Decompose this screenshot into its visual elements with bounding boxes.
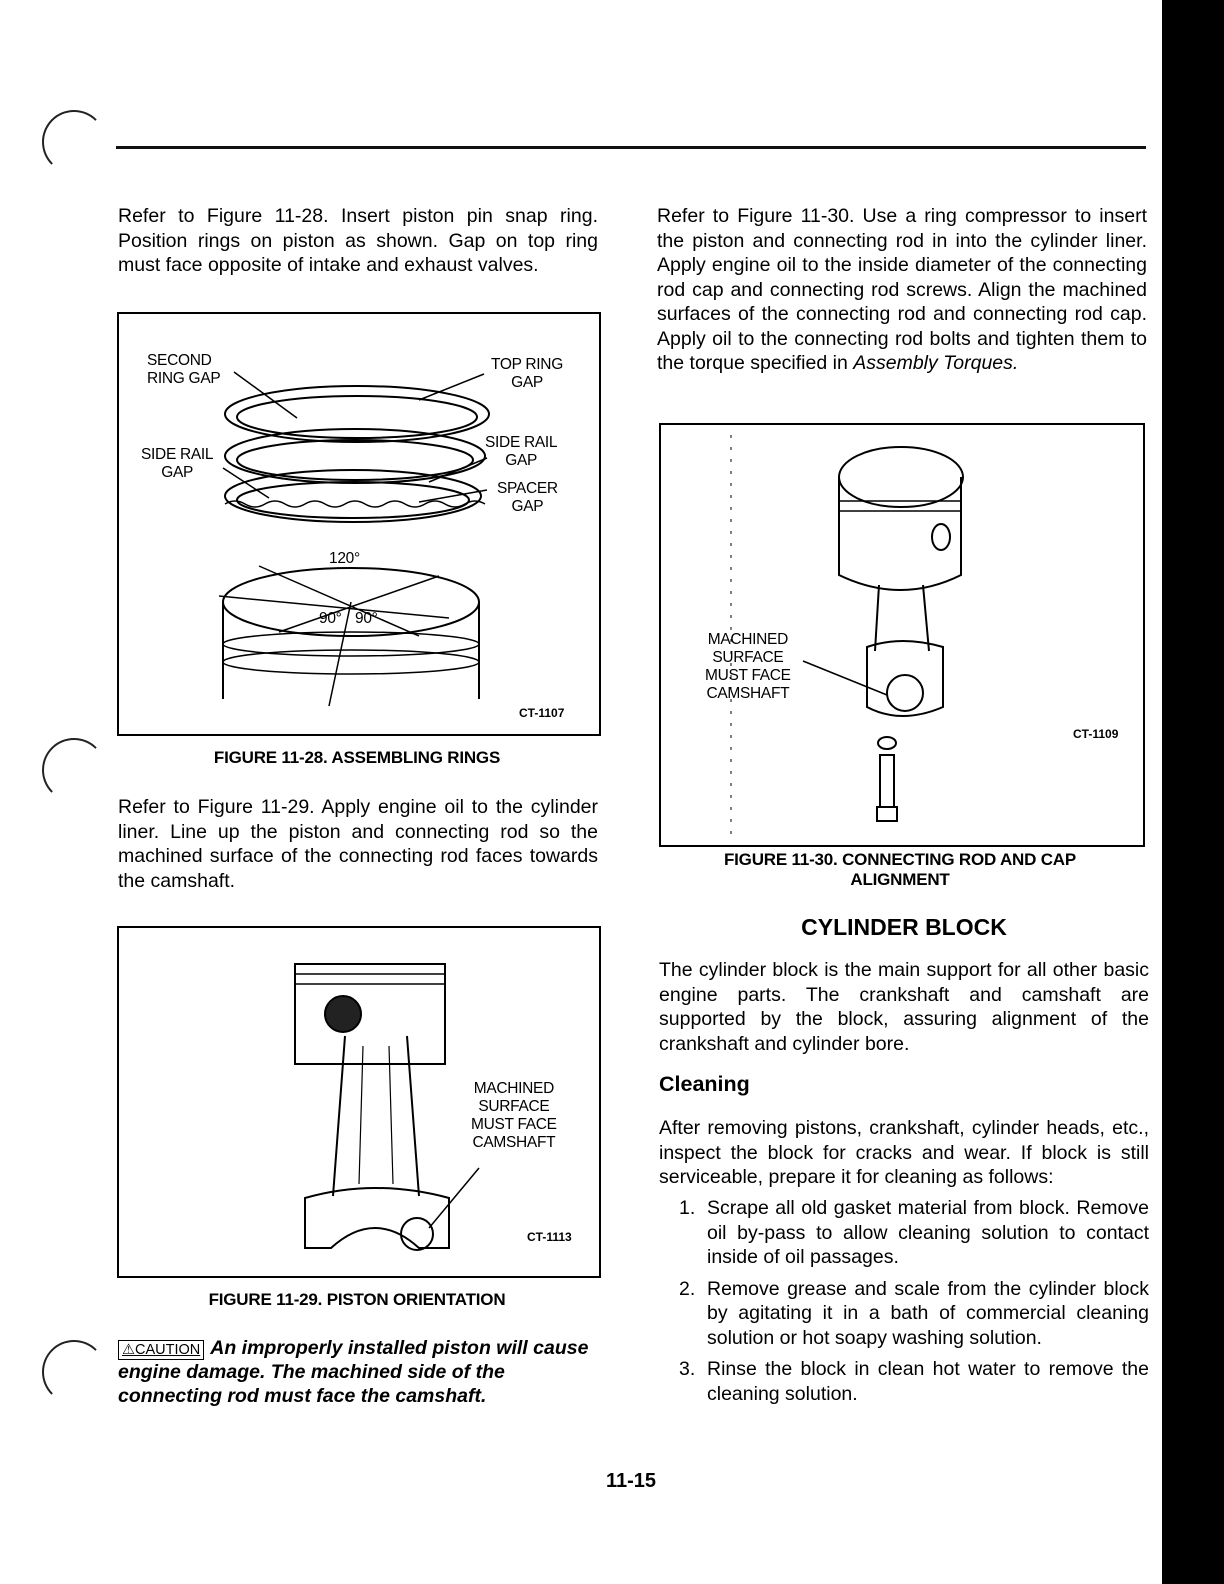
label-side-rail-gap-right: SIDE RAIL GAP — [485, 434, 558, 469]
label-side-rail-gap-left: SIDE RAIL GAP — [141, 446, 214, 481]
figure-code: CT-1113 — [527, 1230, 572, 1244]
binder-hole-mark-middle — [42, 738, 106, 802]
caution-badge: ⚠CAUTION — [118, 1340, 204, 1360]
figure-code: CT-1107 — [519, 706, 565, 720]
label-machined-surface: MACHINED SURFACE MUST FACE CAMSHAFT — [471, 1080, 557, 1151]
figure-11-28 — [117, 312, 601, 736]
binder-hole-mark-top — [42, 110, 106, 174]
list-item: 3. Rinse the block in clean hot water to remove the cleaning solution. — [679, 1358, 1149, 1405]
label-angle-120: 120° — [329, 550, 360, 567]
figure-caption-11-28: FIGURE 11-28. ASSEMBLING RINGS — [213, 748, 501, 767]
cleaning-steps-list — [659, 1196, 1149, 1413]
caution-notice — [118, 1336, 608, 1408]
section-title: CYLINDER BLOCK — [801, 914, 1007, 940]
label-top-ring-gap: TOP RING GAP — [491, 356, 563, 391]
subsection-paragraph: After removing pistons, crankshaft, cylinder heads, etc., inspect the block for cracks and wear. If block is still serviceable, prepare it for cleaning as follows: — [659, 1117, 1149, 1188]
label-angle-90b: 90° — [355, 610, 378, 627]
subsection-title: Cleaning — [659, 1072, 750, 1096]
page-number: 11-15 — [606, 1470, 657, 1492]
section-paragraph: The cylinder block is the main support for all other basic engine parts. The crankshaft and camshaft are supported by the block, assuring alignment of the crankshaft and cylinder bore. — [659, 959, 1149, 1055]
left-paragraph-1: Refer to Figure 11-28. Insert piston pin snap ring. Position rings on piston as shown. Gap on top ring must face opposite of intake and exhaust valves. — [118, 205, 598, 276]
scan-edge-bar — [1162, 0, 1224, 1584]
left-paragraph-2: Refer to Figure 11-29. Apply engine oil to the cylinder liner. Line up the piston and connecting rod so the machined surface of the connecting rod faces towards the camshaft. — [118, 796, 598, 892]
figure-caption-11-30: FIGURE 11-30. CONNECTING ROD AND CAP ALIGNMENT — [723, 850, 1077, 889]
figure-11-29 — [117, 926, 601, 1278]
figure-11-30 — [659, 423, 1145, 847]
label-spacer-gap: SPACER GAP — [497, 480, 558, 515]
right-paragraph-1: Refer to Figure 11-30. Use a ring compressor to insert the piston and connecting rod in into the cylinder liner. Apply engine oil to the inside diameter of the connecting rod cap and connecting rod screws. Align the machined surfaces of the connecting rod and connecting rod cap. Apply oil to the connecting rod bolts and tighten them to the torque specified in Assembly Torques. — [657, 205, 1147, 374]
top-rule — [116, 146, 1146, 149]
label-angle-90a: 90° — [319, 610, 342, 627]
figure-caption-11-29: FIGURE 11-29. PISTON ORIENTATION — [208, 1290, 506, 1309]
binder-hole-mark-bottom — [42, 1340, 106, 1404]
label-second-ring-gap: SECOND RING GAP — [147, 352, 221, 387]
label-machined-surface: MACHINED SURFACE MUST FACE CAMSHAFT — [705, 631, 791, 702]
figure-code: CT-1109 — [1073, 727, 1119, 741]
list-item: 1. Scrape all old gasket material from block. Remove oil by-pass to allow cleaning solution to contact inside of oil passages. — [679, 1197, 1149, 1268]
assembly-torques-reference: Assembly Torques. — [853, 352, 1019, 374]
list-item: 2. Remove grease and scale from the cylinder block by agitating it in a bath of commercial cleaning solution or hot soapy washing solution. — [679, 1277, 1149, 1349]
caution-text: An improperly installed piston will cause engine damage. The machined side of the connecting rod must face the camshaft. — [118, 1337, 589, 1407]
